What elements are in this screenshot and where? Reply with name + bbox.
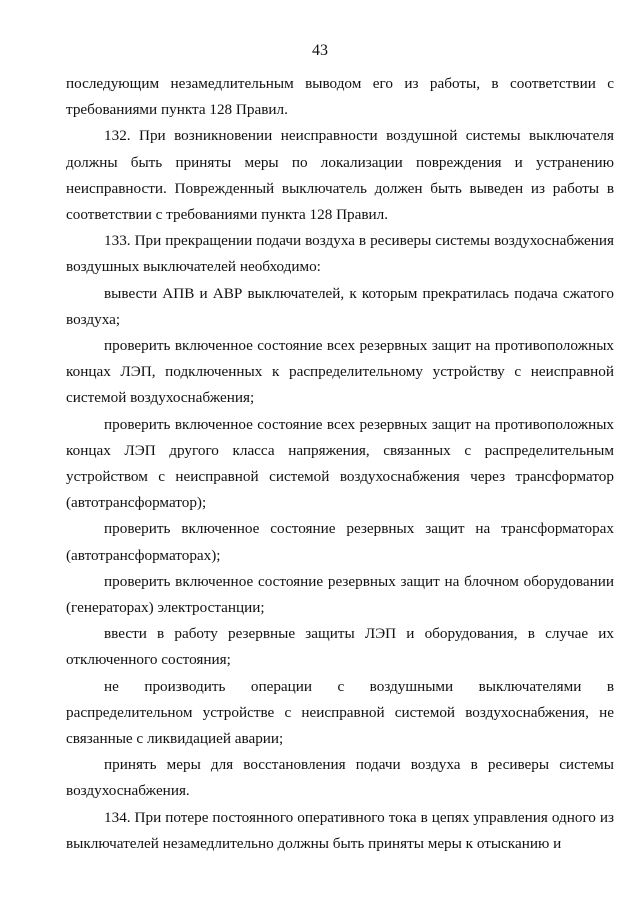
paragraph-132: 132. При возникновении неисправности воздушной системы выключателя должны быть приняты меры по локализации повреждения и устранению неисправности. Поврежденный выключатель должен быть выведен из работы в соответствии с требованиями пункта 128 Правил. — [66, 127, 614, 224]
page-number: 43 — [312, 42, 328, 59]
list-item-enable-backup-protection: ввести в работу резервные защиты ЛЭП и оборудования, в случае их отключенного состояния; — [66, 625, 614, 669]
list-item-disable-apv-avr: вывести АПВ и АВР выключателей, к которым прекратилась подача сжатого воздуха; — [66, 284, 614, 328]
paragraph-134: 134. При потере постоянного оперативного тока в цепях управления одного из выключателей незамедлительно должны быть приняты меры к отысканию и — [66, 808, 614, 852]
list-item-restore-air-supply: принять меры для восстановления подачи воздуха в ресиверы системы воздухоснабжения. — [66, 756, 614, 800]
list-item-check-backup-protection-other-voltage: проверить включенное состояние всех резервных защит на противоположных концах ЛЭП другого класса напряжения, связанных с распределительным устройством с неисправной системой воздухоснабжения через трансформатор (автотрансформатор); — [66, 415, 614, 512]
paragraph-continuation: последующим незамедлительным выводом его из работы, в соответствии с требованиями пункта 128 Правил. — [66, 75, 614, 119]
list-item-check-backup-protection-transformers: проверить включенное состояние резервных защит на трансформаторах (автотрансформаторах); — [66, 520, 614, 564]
list-item-check-backup-protection-lines: проверить включенное состояние всех резервных защит на противоположных концах ЛЭП, подключенных к распределительному устройству с неисправной системой воздухоснабжения; — [66, 337, 614, 407]
document-body — [66, 71, 614, 857]
list-item-no-operations: не производить операции с воздушными выключателями в распределительном устройстве с неисправной системой воздухоснабжения, не связанные с ликвидацией аварии; — [66, 677, 614, 748]
paragraph-133: 133. При прекращении подачи воздуха в ресиверы системы воздухоснабжения воздушных выключателей необходимо: — [66, 232, 614, 276]
list-item-check-backup-protection-generators: проверить включенное состояние резервных защит на блочном оборудовании (генераторах) электростанции; — [66, 572, 614, 617]
